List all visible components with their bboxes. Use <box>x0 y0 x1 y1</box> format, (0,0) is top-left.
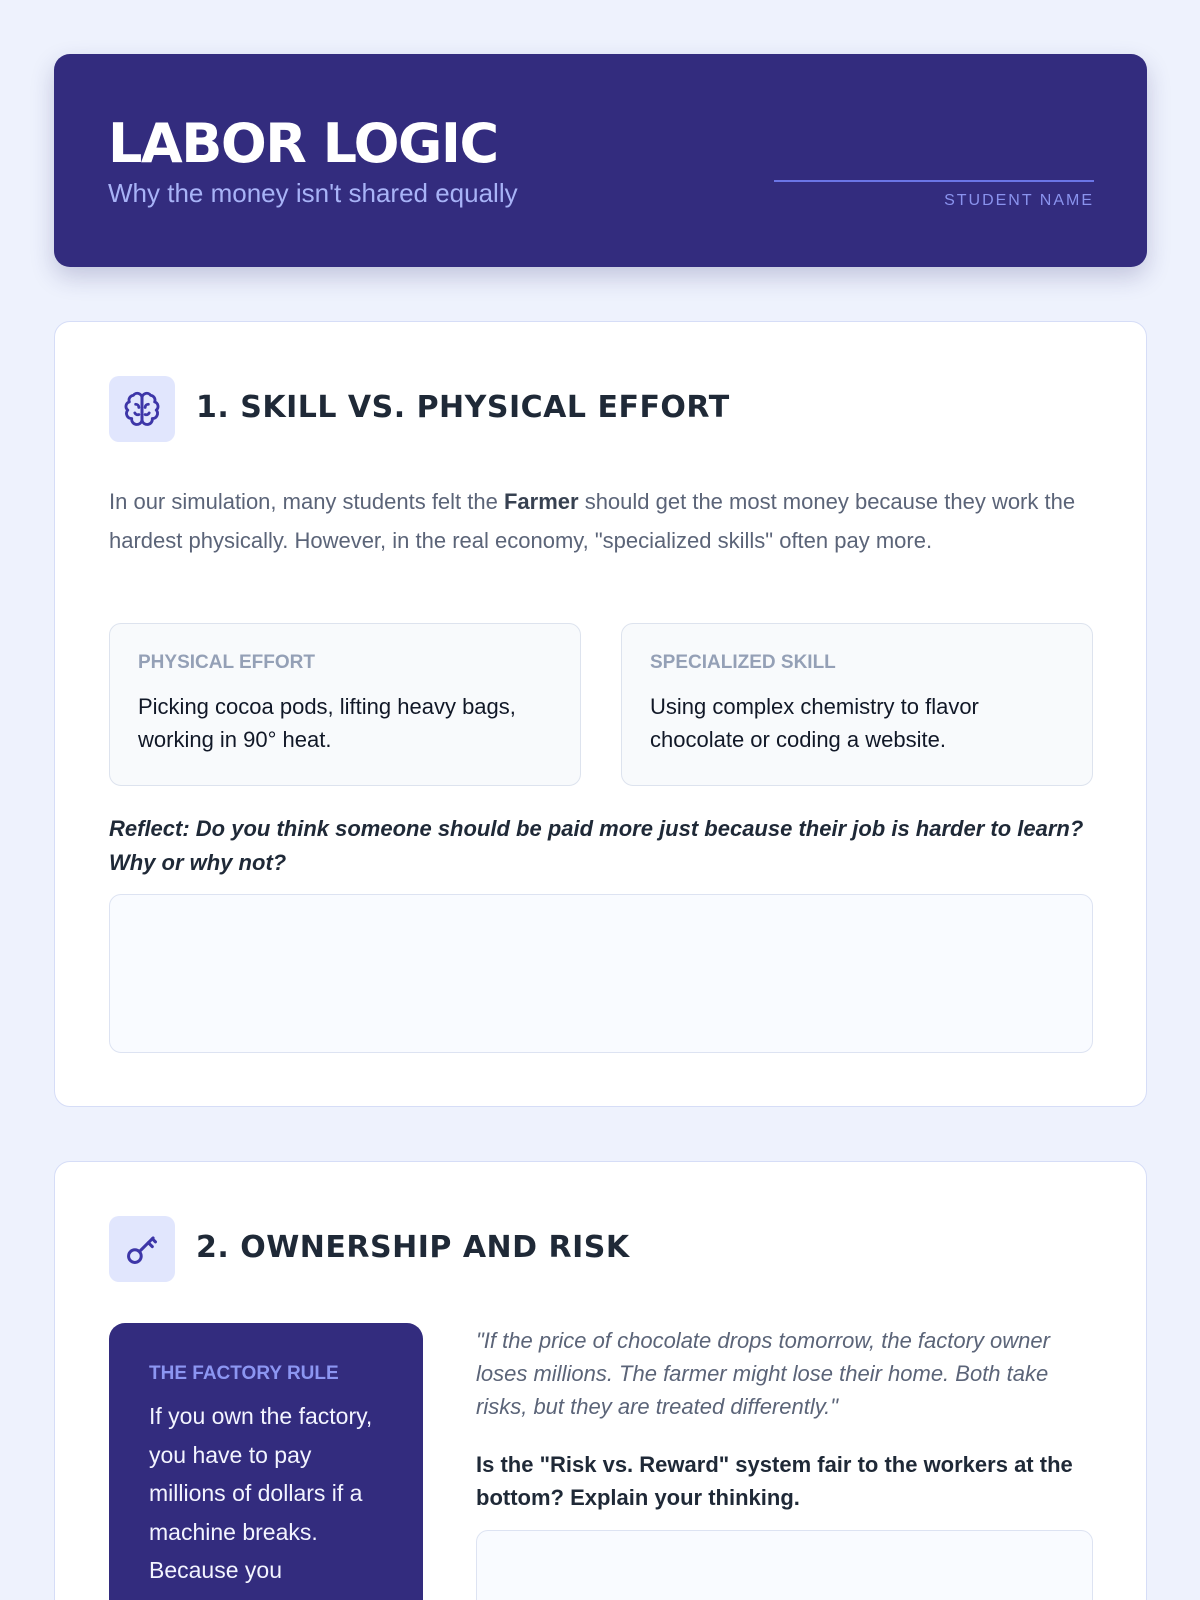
section-icon-box <box>109 376 175 442</box>
specialized-skill-label: SPECIALIZED SKILL <box>650 652 836 673</box>
physical-effort-card <box>109 623 581 786</box>
header-banner <box>54 54 1147 267</box>
section-ownership-and-risk <box>54 1161 1147 1600</box>
section-title: 1. SKILL VS. PHYSICAL EFFORT <box>196 390 730 425</box>
section-icon-box <box>109 1216 175 1282</box>
section-intro <box>109 482 1099 560</box>
factory-rule-label: THE FACTORY RULE <box>149 1363 339 1384</box>
risk-reward-question: Is the "Risk vs. Reward" system fair to the workers at the bottom? Explain your thinking. <box>476 1452 1073 1510</box>
risk-quote: "If the price of chocolate drops tomorrow, the factory owner loses millions. The farmer might lose their home. Both take risks, but they are treated differently." <box>476 1328 1050 1419</box>
specialized-skill-card <box>621 623 1093 786</box>
specialized-skill-text: Using complex chemistry to flavor chocolate or coding a website. <box>650 694 979 752</box>
factory-rule-text: If you own the factory, you have to pay millions of dollars if a machine breaks. Because you <box>149 1403 373 1583</box>
physical-effort-text: Picking cocoa pods, lifting heavy bags, working in 90° heat. <box>138 694 516 752</box>
risk-answer-box[interactable] <box>476 1530 1093 1600</box>
student-name-label: STUDENT NAME <box>944 192 1094 209</box>
page-title: LABOR LOGIC <box>108 112 498 175</box>
key-icon <box>123 1230 161 1268</box>
reflect-question: Reflect: Do you think someone should be paid more just because their job is harder to learn? Why or why not? <box>109 816 1084 875</box>
brain-icon <box>123 390 161 428</box>
physical-effort-label: PHYSICAL EFFORT <box>138 652 315 673</box>
reflect-answer-box[interactable] <box>109 894 1093 1053</box>
student-name-field[interactable] <box>774 180 1094 182</box>
section-title: 2. OWNERSHIP AND RISK <box>196 1230 630 1265</box>
intro-text-start: In our simulation, many students felt the <box>109 489 504 514</box>
intro-emphasis: Farmer <box>503 489 579 514</box>
page-subtitle: Why the money isn't shared equally <box>108 178 518 208</box>
factory-rule-box <box>109 1323 423 1600</box>
intro-text-end: should get the most money because they work the hardest physically. However, in the real economy, "specialized skills" often pay more. <box>109 489 1076 553</box>
section-skill-vs-effort <box>54 321 1147 1107</box>
